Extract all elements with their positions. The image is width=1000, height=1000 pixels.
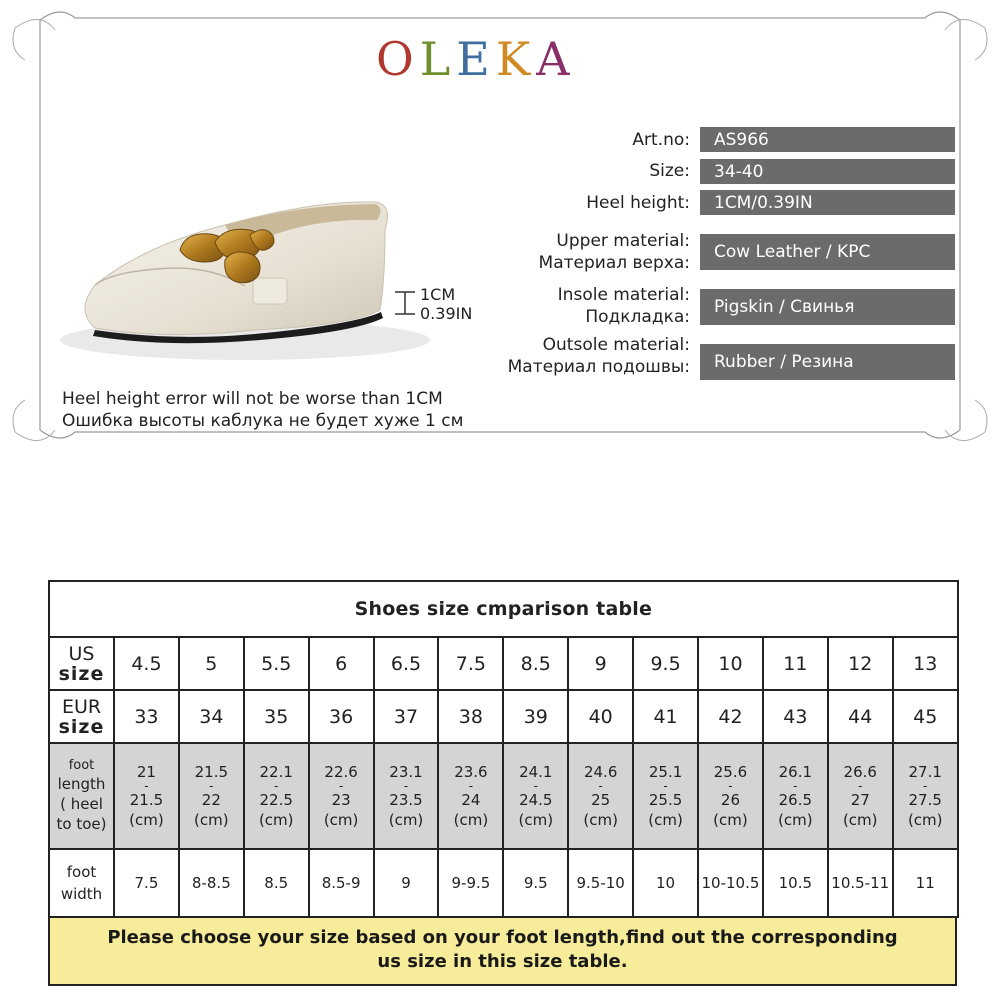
eur-size-cell: 37 (374, 690, 439, 743)
heel-height-marker (420, 285, 472, 323)
size-comparison-table (48, 580, 957, 986)
spec-label-insole-material: Insole material: Подкладка: (557, 285, 690, 327)
foot-length-unit: (cm) (648, 811, 683, 829)
foot-length-cell (114, 743, 179, 849)
foot-length-unit: (cm) (388, 811, 424, 829)
spec-value-heel-height: 1CM/0.39IN (700, 190, 955, 215)
shoe-image (55, 190, 455, 380)
eur-size-cell: 41 (633, 690, 698, 743)
foot-length-from: 26.1 (778, 763, 813, 781)
foot-length-from: 27.1 (908, 763, 942, 781)
us-size-cell: 6 (309, 637, 374, 690)
us-size-cell: 7.5 (438, 637, 503, 690)
foot-length-unit: (cm) (907, 811, 943, 829)
foot-length-dash: - (144, 779, 149, 793)
foot-length-unit: (cm) (778, 811, 813, 829)
foot-length-unit: (cm) (842, 811, 878, 829)
row-header-foot-length: foot length ( heel to toe) (49, 743, 114, 849)
foot-width-cell: 9-9.5 (438, 849, 503, 917)
brand-logo (370, 30, 600, 90)
foot-length-cell (568, 743, 633, 849)
foot-length-unit: (cm) (583, 811, 618, 829)
foot-length-to: 27.5 (908, 791, 942, 809)
foot-length-cell (244, 743, 309, 849)
foot-length-to: 24.5 (519, 791, 553, 809)
us-size-cell: 11 (763, 637, 828, 690)
table-title: Shoes size cmparison table (49, 581, 958, 637)
foot-length-unit: (cm) (194, 811, 229, 829)
foot-length-dash: - (728, 779, 733, 793)
us-size-cell: 5.5 (244, 637, 309, 690)
heel-mark-cm: 1CM (420, 285, 456, 304)
eur-size-cell: 35 (244, 690, 309, 743)
foot-length-cell (374, 743, 439, 849)
logo-letter: K (495, 32, 537, 86)
eur-size-cell: 44 (828, 690, 893, 743)
spec-label-size: Size: (649, 161, 690, 181)
foot-length-from: 21.5 (194, 763, 229, 781)
heel-mark-in: 0.39IN (420, 304, 473, 323)
spec-value-outsole-material: Rubber / Резина (700, 344, 955, 380)
foot-length-dash: - (338, 779, 344, 793)
foot-length-to: 21.5 (129, 791, 164, 809)
foot-width-cell: 10.5 (763, 849, 828, 917)
foot-length-cell (309, 743, 374, 849)
eur-size-cell: 39 (503, 690, 568, 743)
us-size-cell: 12 (828, 637, 893, 690)
foot-length-unit: (cm) (258, 811, 294, 829)
logo-letter: O (376, 32, 420, 86)
us-size-cell: 13 (893, 637, 958, 690)
eur-size-cell: 38 (438, 690, 503, 743)
table-row-us (49, 637, 958, 690)
foot-width-cell: 10 (633, 849, 698, 917)
foot-width-cell: 9.5-10 (568, 849, 633, 917)
us-size-cell: 10 (698, 637, 763, 690)
foot-length-to: 22 (201, 791, 221, 809)
foot-length-from: 22.6 (324, 763, 358, 781)
row-header-us: US size (49, 637, 114, 690)
eur-size-cell: 34 (179, 690, 244, 743)
foot-length-from: 25.6 (713, 763, 748, 781)
foot-length-to: 27 (850, 791, 870, 809)
foot-length-to: 23 (331, 791, 351, 809)
table-row-foot-width (49, 849, 958, 917)
foot-length-to: 25 (591, 791, 611, 809)
foot-length-from: 21 (136, 763, 156, 781)
logo-letter: E (456, 32, 496, 86)
foot-length-to: 26 (720, 791, 740, 809)
spec-value-upper-material: Cow Leather / KPC (700, 234, 955, 270)
foot-width-cell: 9.5 (503, 849, 568, 917)
foot-length-unit: (cm) (323, 811, 359, 829)
foot-length-cell (503, 743, 568, 849)
heel-note-ru: Ошибка высоты каблука не будет хуже 1 см (62, 411, 464, 431)
foot-length-to: 25.5 (648, 791, 683, 809)
foot-length-dash: - (209, 779, 214, 793)
foot-length-dash: - (468, 779, 474, 793)
eur-size-cell: 36 (309, 690, 374, 743)
foot-length-to: 24 (461, 791, 481, 809)
table-row-foot-length (49, 743, 958, 849)
spec-label-upper-material: Upper material: Материал верха: (538, 231, 690, 273)
foot-length-cell (893, 743, 958, 849)
logo-letter: L (419, 32, 457, 86)
row-header-foot-width: foot width (49, 849, 114, 917)
foot-length-dash: - (663, 779, 668, 793)
foot-width-cell: 10-10.5 (698, 849, 763, 917)
foot-length-dash: - (923, 779, 928, 793)
foot-length-from: 23.1 (389, 763, 423, 781)
foot-width-cell: 8-8.5 (179, 849, 244, 917)
size-advice-note (48, 918, 957, 986)
foot-length-unit: (cm) (129, 811, 164, 829)
spec-value-size: 34-40 (700, 159, 955, 184)
size-advice-line1: Please choose your size based on your foot length,find out the corresponding (107, 927, 898, 948)
foot-length-cell (633, 743, 698, 849)
foot-length-from: 26.6 (843, 763, 877, 781)
foot-length-dash: - (533, 779, 538, 793)
foot-length-from: 24.6 (583, 763, 618, 781)
foot-width-cell: 8.5 (244, 849, 309, 917)
table-row-eur (49, 690, 958, 743)
logo-letter: A (536, 32, 576, 86)
us-size-cell: 4.5 (114, 637, 179, 690)
eur-size-cell: 42 (698, 690, 763, 743)
foot-length-dash: - (858, 779, 863, 793)
foot-length-cell (438, 743, 503, 849)
foot-width-cell: 9 (374, 849, 439, 917)
eur-size-cell: 45 (893, 690, 958, 743)
foot-length-dash: - (598, 779, 603, 793)
foot-length-unit: (cm) (453, 811, 489, 829)
foot-length-from: 24.1 (519, 763, 553, 781)
foot-length-dash: - (274, 779, 279, 793)
foot-length-to: 22.5 (259, 791, 293, 809)
foot-width-cell: 10.5-11 (828, 849, 893, 917)
spec-value-art-no: AS966 (700, 127, 955, 152)
foot-length-to: 23.5 (389, 791, 423, 809)
us-size-cell: 9.5 (633, 637, 698, 690)
foot-length-from: 25.1 (648, 763, 683, 781)
us-size-cell: 5 (179, 637, 244, 690)
foot-length-cell (179, 743, 244, 849)
heel-note (62, 388, 463, 432)
eur-size-cell: 43 (763, 690, 828, 743)
foot-length-cell (828, 743, 893, 849)
eur-size-cell: 33 (114, 690, 179, 743)
spec-label-outsole-material: Outsole material: Материал подошвы: (507, 335, 690, 377)
foot-length-dash: - (403, 779, 409, 793)
foot-length-from: 23.6 (454, 763, 488, 781)
spec-value-insole-material: Pigskin / Свинья (700, 289, 955, 325)
eur-size-cell: 40 (568, 690, 633, 743)
spec-label-art-no: Art.no: (632, 130, 690, 150)
spec-label-heel-height: Heel height: (586, 193, 690, 213)
foot-length-dash: - (793, 779, 798, 793)
foot-width-cell: 11 (893, 849, 958, 917)
us-size-cell: 6.5 (374, 637, 439, 690)
foot-length-unit: (cm) (518, 811, 554, 829)
us-size-cell: 8.5 (503, 637, 568, 690)
foot-length-cell (698, 743, 763, 849)
us-size-cell: 9 (568, 637, 633, 690)
foot-length-from: 22.1 (259, 763, 293, 781)
foot-width-cell: 8.5-9 (309, 849, 374, 917)
foot-length-cell (763, 743, 828, 849)
foot-length-to: 26.5 (778, 791, 813, 809)
size-advice-line2: us size in this size table. (377, 951, 628, 972)
foot-length-unit: (cm) (713, 811, 748, 829)
heel-note-en: Heel height error will not be worse than 1CM (62, 389, 443, 409)
row-header-eur: EUR size (49, 690, 114, 743)
foot-width-cell: 7.5 (114, 849, 179, 917)
